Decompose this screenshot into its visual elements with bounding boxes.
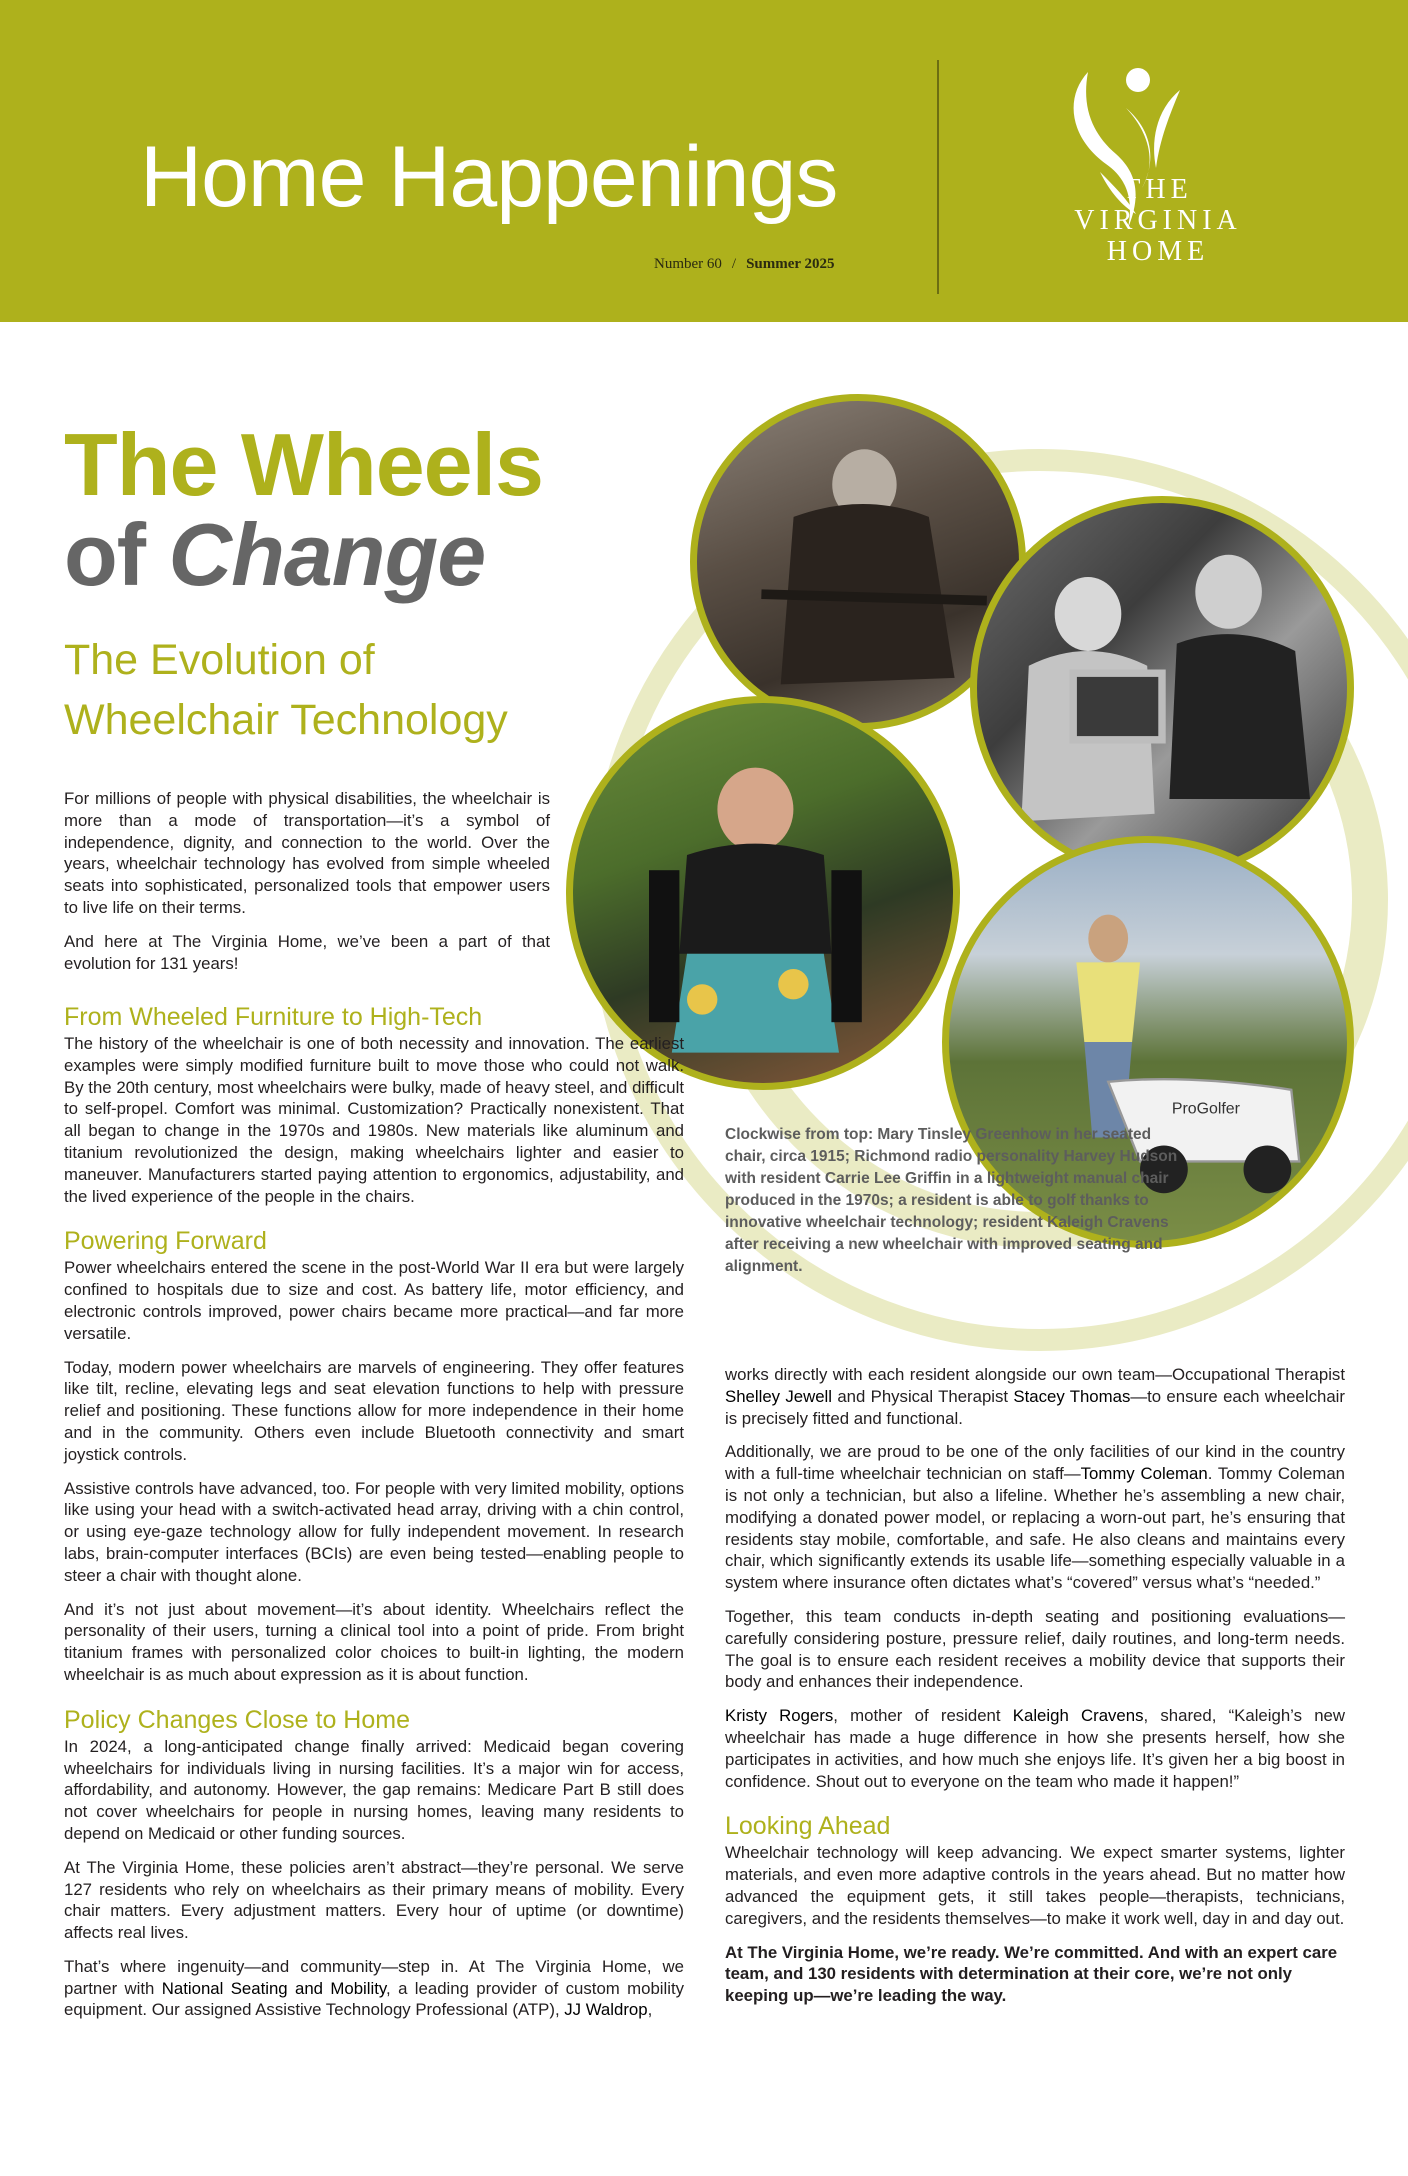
section1-paragraph: The history of the wheelchair is one of both necessity and innovation. The earliest examples were simply modified furniture built to move those who could not walk. By the 20th century, most wheelchairs were bulky, made of heavy steel, and difficult to self-propel. Comfort was minimal. Customization? Practically nonexistent. That all began to change in the 1970s and 1980s. New materials like aluminum and titanium revolutionized the design, making wheelchairs lighter and easier to maneuver. Manufacturers started paying attention to ergonomics, adjustability, and the lived experience of the people in the chairs. xyxy=(64,1034,684,1206)
headline-of: of xyxy=(64,505,169,604)
text-run: , mother of resident xyxy=(833,1706,1013,1726)
logo-wordmark xyxy=(1000,174,1260,267)
right-paragraph-2 xyxy=(725,1441,1345,1594)
quote-author: Kristy Rogers xyxy=(725,1706,834,1726)
logo-line-home: HOME xyxy=(1106,236,1210,267)
technician-name: Tommy Coleman xyxy=(1080,1464,1208,1484)
section-heading-policy-changes: Policy Changes Close to Home xyxy=(64,1705,410,1734)
partner-name: National Seating and Mobility xyxy=(161,1978,387,1998)
section3-paragraph-1: In 2024, a long-anticipated change finally arrived: Medicaid began covering wheelchairs for individuals living in nursing facilities. It’s a major win for access, affordability, and autonomy. However, the gap remains: Medicare Part B still does not cover wheelchairs for people in nursing homes, leaving many residents to depend on Medicaid or other funding sources. xyxy=(64,1736,684,1843)
issue-separator: / xyxy=(731,256,737,272)
photo-caption: Clockwise from top: Mary Tinsley Greenhow in her seated chair, circa 1915; Richmond radio personality Harvey Hudson with resident Carrie Lee Griffin in a lightweight manual chair produced in the 1970s; a resident is able to golf thanks to innovative wheelchair technology; resident Kaleigh Cravens after receiving a new wheelchair with improved seating and alignment. xyxy=(725,1126,1178,1275)
text-run: , shared, “Kaleigh’s new wheelchair has made a huge difference in how she presents herself, how she participates in activities, and how much she enjoys life. It’s given her a big boost in confidence. Shout out to everyone on the team who made it happen!” xyxy=(725,1706,1345,1791)
photo-harvey-hudson-carrie-griffin xyxy=(970,496,1354,880)
text-run: , a leading provider of custom mobility equipment. Our assigned Assistive Technology Professional (ATP), xyxy=(64,1978,685,2020)
cart-label: ProGolfer xyxy=(1171,1100,1240,1118)
section-heading-looking-ahead: Looking Ahead xyxy=(725,1812,891,1841)
subtitle-line-1: The Evolution of xyxy=(64,636,375,684)
issue-info xyxy=(654,256,835,273)
section-heading-powering-forward: Powering Forward xyxy=(64,1227,267,1256)
subtitle-line-2: Wheelchair Technology xyxy=(64,696,508,744)
headline-line-1: The Wheels xyxy=(64,415,543,514)
masthead-divider xyxy=(937,60,939,294)
therapist-name-1: Shelley Jewell xyxy=(725,1386,832,1406)
headline-line-2 xyxy=(64,505,543,604)
masthead-banner xyxy=(0,0,1408,322)
section4-paragraph: Wheelchair technology will keep advancing. We expect smarter systems, lighter materials, and even more adaptive controls in the years ahead. But no matter how advanced the equipment gets, it still takes people—therapists, technicians, caregivers, and the residents themselves—to make it work well, day in and day out. xyxy=(725,1843,1345,1928)
two-people-image xyxy=(977,503,1347,873)
section2-paragraph-2: Today, modern power wheelchairs are marvels of engineering. They offer features like tilt, recline, elevating legs and seat elevation functions to help with pressure relief and positioning. These functions allow for more independence in their home and in the community. Others even include Bluetooth connectivity and smart joystick controls. xyxy=(64,1357,684,1464)
issue-season: Summer 2025 xyxy=(746,256,835,272)
resident-name: Kaleigh Cravens xyxy=(1012,1706,1144,1726)
atp-name: JJ Waldrop xyxy=(564,2000,648,2020)
section2-paragraph-4: And it’s not just about movement—it’s about identity. Wheelchairs reflect the personality of their users, turning a clinical tool into a point of pride. From bright titanium frames with personalized color choices to built-in lighting, the modern wheelchair is as much about expression as it is about function. xyxy=(64,1599,684,1684)
text-run: and Physical Therapist xyxy=(832,1386,1014,1406)
right-paragraph-1 xyxy=(725,1364,1345,1429)
section2-paragraph-3: Assistive controls have advanced, too. For people with very limited mobility, options like using your head with a switch-activated head array, driving with a chin control, or using eye-gaze technology allow for fully independent movement. In research labs, brain-computer interfaces (BCIs) are even being tested—enabling people to steer a chair with thought alone. xyxy=(64,1478,684,1585)
intro-paragraph-2: And here at The Virginia Home, we’ve been a part of that evolution for 131 years! xyxy=(64,931,550,973)
article-headline xyxy=(64,415,543,604)
intro-column xyxy=(64,788,550,986)
newsletter-title: Home Happenings xyxy=(140,129,838,225)
text-run: works directly with each resident alongside our own team—Occupational Therapist xyxy=(725,1365,1345,1384)
text-run: That’s where ingenuity—and community—step in. At The Virginia Home, we partner with xyxy=(64,1956,684,1998)
right-paragraph-3: Together, this team conducts in-depth seating and positioning evaluations—carefully considering posture, pressure relief, daily routines, and long-term needs. The goal is to ensure each resident receives a mobility device that supports their body and enhances their independence. xyxy=(725,1606,1345,1692)
article-subtitle xyxy=(64,630,508,750)
right-column xyxy=(725,1364,1345,2019)
left-column xyxy=(64,1001,684,2033)
text-run: , xyxy=(647,2000,653,2020)
intro-paragraph-1: For millions of people with physical disabilities, the wheelchair is more than a mode of transportation—it’s a symbol of independence, dignity, and connection to the world. Over the years, wheelchair technology has evolved from simple wheeled seats into sophisticated, personalized tools that empower users to live life on their terms. xyxy=(64,789,550,917)
closing-statement: At The Virginia Home, we’re ready. We’re committed. And with an expert care team, and 130 residents with determination at their core, we’re not only keeping up—we’re leading the way. xyxy=(725,1942,1338,2006)
right-paragraph-4 xyxy=(725,1705,1345,1792)
text-run: . Tommy Coleman is not only a technician, but also a lifeline. Whether he’s assembling a new chair, modifying a donated power model, or replacing a worn-out part, he’s ensuring that residents stay mobile, comfortable, and safe. He also cleans and maintains every chair, which significantly extends its usable life—something especially valuable in a system where insurance often dictates what’s “covered” versus what’s “needed.” xyxy=(725,1464,1345,1593)
headline-change: Change xyxy=(168,505,486,604)
logo-line-the: THE xyxy=(1123,174,1193,205)
logo-line-virginia: VIRGINIA xyxy=(1074,205,1242,236)
therapist-name-2: Stacey Thomas xyxy=(1013,1386,1131,1406)
text-run: —to ensure each wheelchair is precisely fitted and functional. xyxy=(725,1386,1345,1428)
text-run: Additionally, we are proud to be one of the only facilities of our kind in the country with a full-time wheelchair technician on staff— xyxy=(725,1442,1345,1484)
section3-paragraph-2: At The Virginia Home, these policies aren’t abstract—they’re personal. We serve 127 residents who rely on wheelchairs as their primary means of mobility. Every chair matters. Every adjustment matters. Every hour of uptime (or downtime) affects real lives. xyxy=(64,1857,684,1943)
section2-paragraph-1: Power wheelchairs entered the scene in the post-World War II era but were largely confined to hospitals due to size and cost. As battery life, motor efficiency, and electronic controls improved, power chairs became more practical—and far more versatile. xyxy=(64,1258,684,1343)
issue-number: Number 60 xyxy=(654,256,722,272)
section3-paragraph-3 xyxy=(64,1956,684,2021)
section-heading-wheeled-furniture: From Wheeled Furniture to High-Tech xyxy=(64,1003,483,1031)
